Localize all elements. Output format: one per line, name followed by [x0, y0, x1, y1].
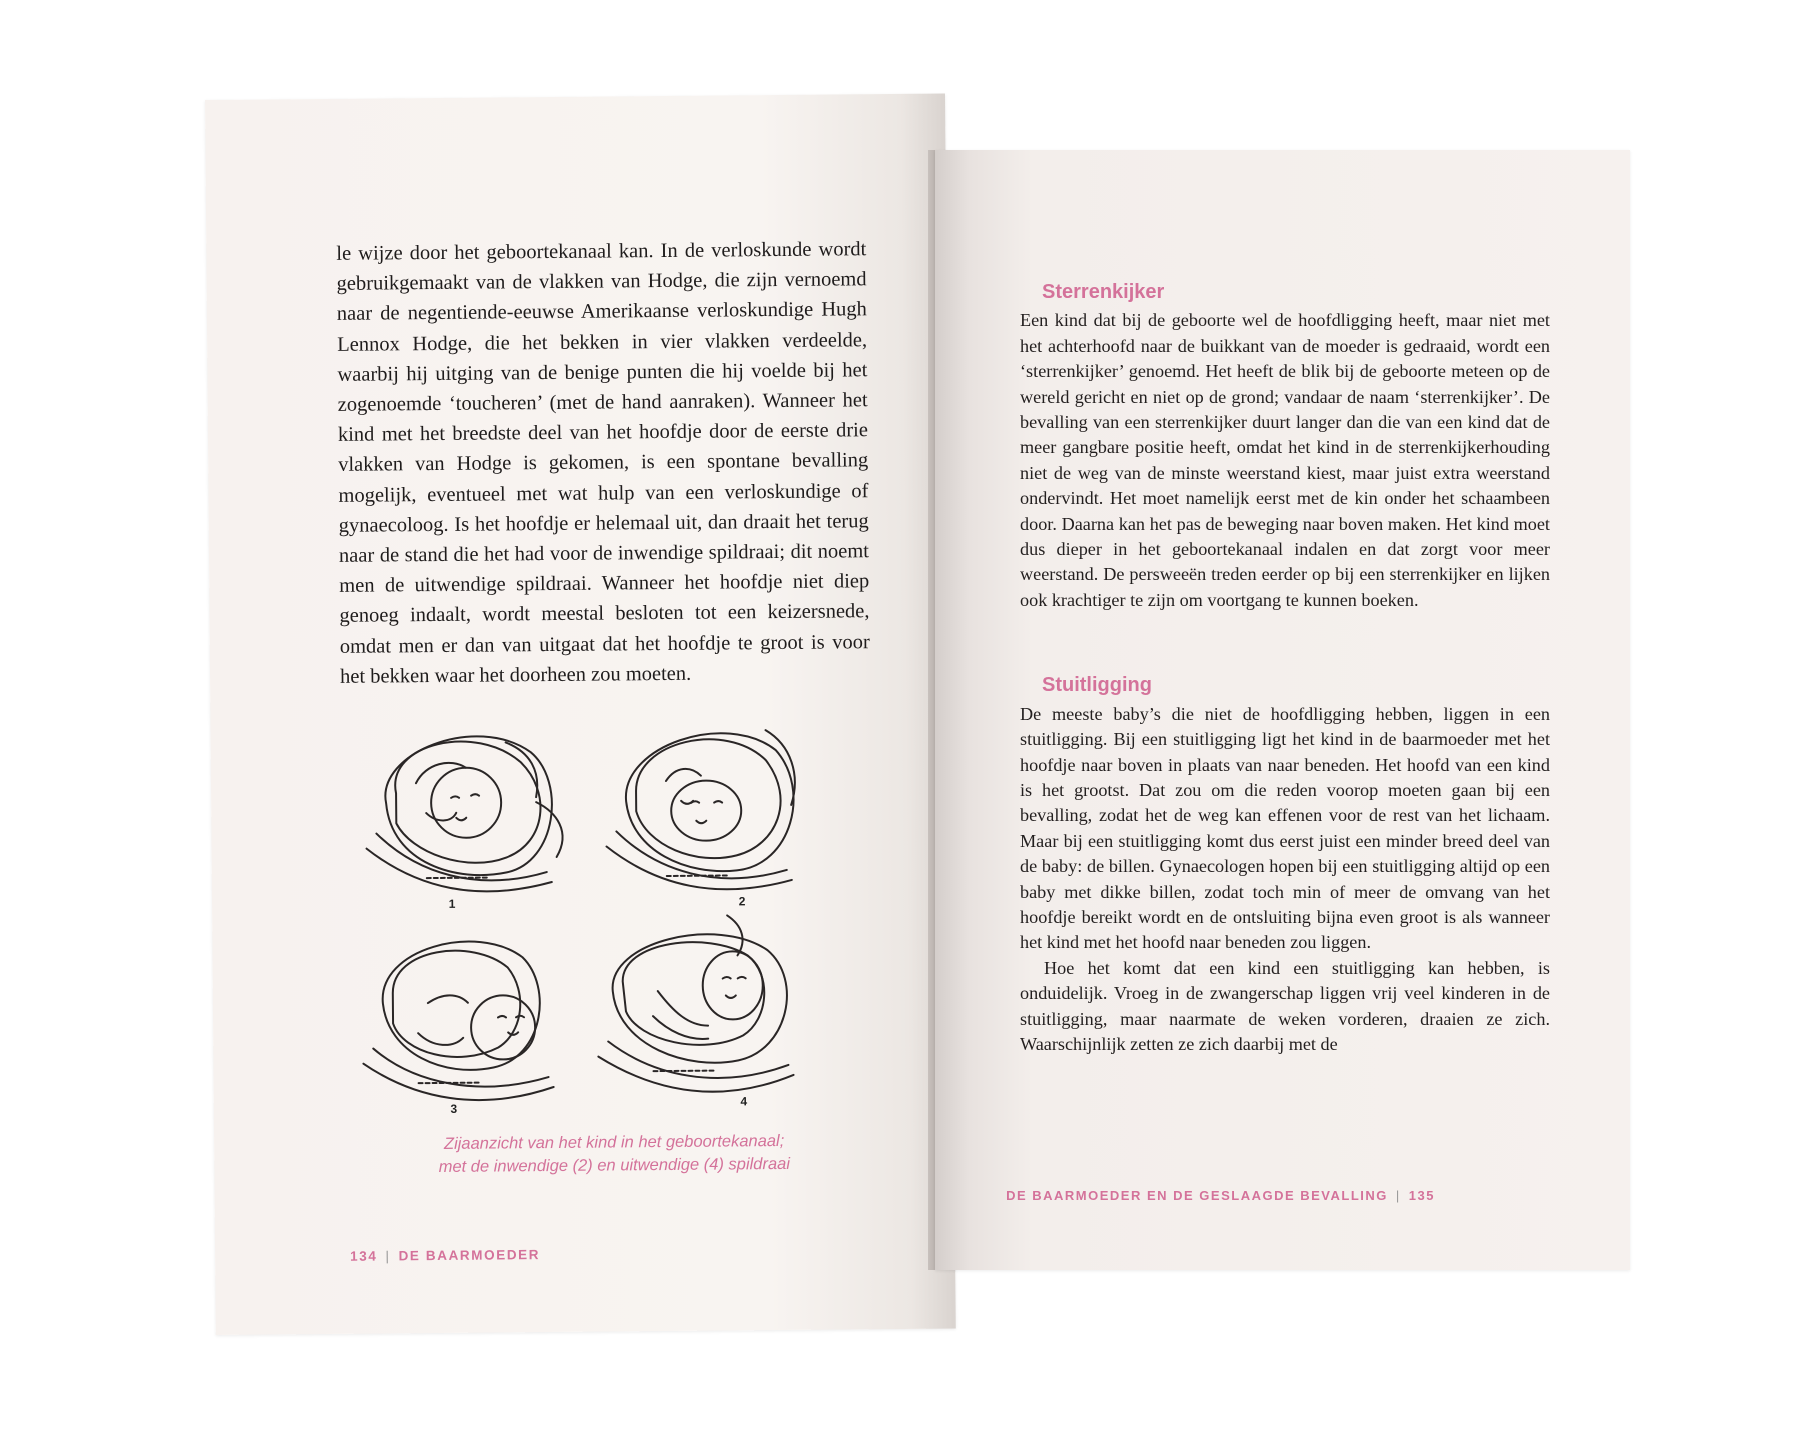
caption-line-2: met de inwendige (2) en uitwendige (4) spildraai [438, 1154, 791, 1177]
section-body-sterrenkijker: Een kind dat bij de geboorte wel de hoofdligging heeft, maar niet met het achterhoofd naar de buikkant van de moeder is gedraaid, wordt een ‘sterrenkijker’ genoemd. Het heeft de blik bij de geboorte meteen op de wereld gericht en niet op de grond; vandaar de naam ‘sterrenkijker’. De bevalling van een sterrenkijker duurt langer dan die van een kind dat de meer gangbare positie heeft, omdat het kind in de sterrenkijkerhouding niet de weg van de minste weerstand kiest, maar juist extra weerstand ondervindt. Het moet namelijk eerst met de kin onder het schaambeen door. Daarna kan het pas de beweging naar boven maken. Het kind moet dus dieper in het geboortekanaal indalen en dat zorgt voor meer weerstand. De persweeën treden eerder op bij een sterrenkijker en lijken ook krachtiger te zijn om voortgang te kunnen boeken. [1020, 310, 1550, 610]
fetus-position-2-drawing [606, 730, 796, 890]
figure-label-4: 4 [740, 1094, 748, 1109]
section-body-stuitligging-1: De meeste baby’s die niet de hoofdligging hebben, liggen in een stuitligging. Bij een stuitligging ligt het kind in de baarmoeder met het hoofdje naar boven in plaats van naar beneden. Het hoofd van een kind is het grootst. Dat zou om die reden voorop moeten gaan bij een bevalling, zodat het de weg kan effenen voor de rest van het lichaam. Maar bij een stuitligging komt dus eerst juist een minder breed deel van de baby: de billen. Gynaecologen hopen bij een stuitligging altijd op een baby met dikke billen, zodat toch min of meer de omvang van het hoofdje bereikt wordt en de ontsluiting bijna even groot is als wanneer het kind met het hoofd naar beneden zou liggen. [1020, 703, 1550, 953]
footer-separator: | [385, 1248, 391, 1264]
right-page [935, 150, 1630, 1270]
footer-separator: | [1395, 1188, 1401, 1203]
section-gap [1020, 613, 1550, 673]
figure-caption [349, 1129, 879, 1180]
right-page-footer [935, 1188, 1435, 1203]
left-body-text: le wijze door het geboortekanaal kan. In de verloskunde wordt gebruikgemaakt van de vlakken van Hodge, die zijn vernoemd naar de negentiende-eeuwse Amerikaanse verloskundige Hugh Lennox Hodge, die het bekken in vier vlakken verdeelde, waarbij hij uitging van de benige punten die hij voelde bij het zogenoemde ‘toucheren’ (met de hand aanraken). Wanneer het kind met het breedste deel van het hoofdje door de eerste drie vlakken van Hodge is gekomen, is een spontane bevalling mogelijk, eventueel met wat hulp van een verloskundige of gynaecoloog. Is het hoofdje er helemaal uit, dan draait het terug naar de stand die het had voor de inwendige spildraai; dit noemt men de uitwendige spildraai. Wanneer het hoofdje niet diep genoeg indaalt, wordt meestal besloten tot een keizersnede, omdat men er dan van uitgaat dat het hoofdje te groot is voor het bekken waar het doorheen zou moeten. [336, 238, 870, 688]
figure-label-1: 1 [448, 896, 456, 911]
left-page [205, 94, 956, 1335]
section-heading-sterrenkijker: Sterrenkijker [1042, 281, 1165, 303]
figure-label-2: 2 [738, 894, 746, 909]
section-body-stuitligging-2: Hoe het komt dat een kind een stuitligging kan hebben, is onduidelijk. Vroeg in de zwangerschap liggen vrij veel kinderen in de stuitligging, maar naarmate de weken vorderen, draaien ze zich. Waarschijnlijk zetten ze zich daarbij met de [1020, 957, 1550, 1054]
fetus-position-4-drawing [597, 915, 794, 1093]
figure-label-3: 3 [450, 1101, 458, 1116]
birth-canal-illustration [355, 720, 829, 1174]
left-page-footer [350, 1247, 540, 1264]
section-heading-stuitligging: Stuitligging [1042, 674, 1152, 697]
caption-line-1: Zijaanzicht van het kind in het geboortekanaal; [443, 1131, 785, 1153]
fetus-position-3-drawing [362, 941, 553, 1101]
right-body-text [1020, 280, 1550, 1057]
fetus-position-1-drawing [366, 736, 563, 893]
right-running-head: DE BAARMOEDER EN DE GESLAAGDE BEVALLING [1006, 1188, 1388, 1203]
right-page-number: 135 [1408, 1188, 1435, 1203]
left-running-head: DE BAARMOEDER [398, 1247, 541, 1264]
left-page-number: 134 [350, 1248, 378, 1264]
